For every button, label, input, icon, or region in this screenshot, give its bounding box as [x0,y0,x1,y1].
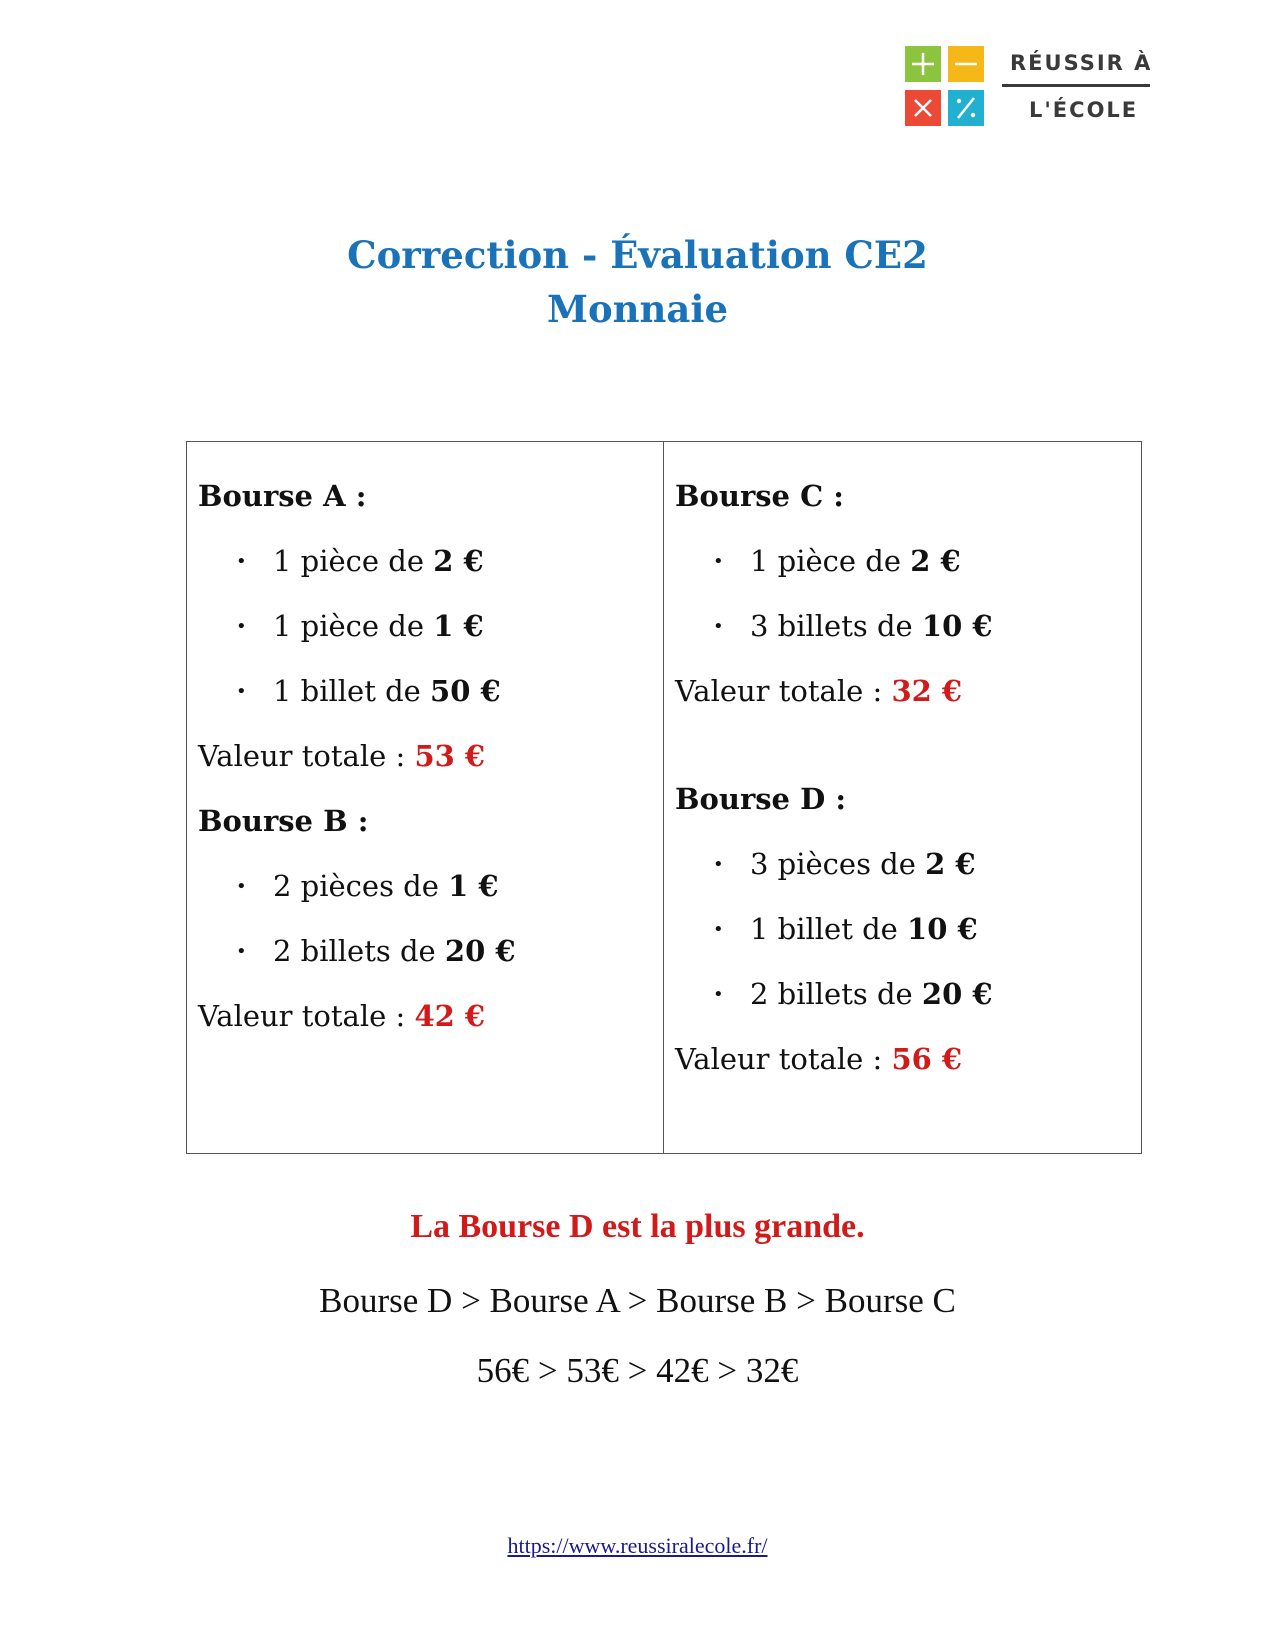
item-value: 1 € [448,869,499,903]
item-text: 2 billets de [750,977,922,1011]
logo-text-bottom: L'ÉCOLE [1029,98,1139,122]
minus-icon [948,46,984,82]
ranking-text: Bourse D > Bourse A > Bourse B > Bourse C [319,1281,956,1320]
purse-total [198,984,516,1049]
item-value: 50 € [430,674,501,708]
item-text: 2 billets de [273,934,445,968]
plus-icon [905,46,941,82]
item-text: 1 pièce de [273,609,434,643]
list-item [675,832,993,897]
item-value: 2 € [925,847,976,881]
item-value: 2 € [910,544,961,578]
list-item [198,919,516,984]
bullet: • [236,876,247,897]
item-text: 3 billets de [750,609,922,643]
item-value: 1 € [433,609,484,643]
item-value: 2 € [433,544,484,578]
purse-b [198,789,516,1049]
times-icon [905,90,941,126]
bullet: • [713,854,724,875]
item-value: 10 € [907,912,978,946]
purse-heading: Bourse A : [198,479,367,513]
title-line-1: Correction - Évaluation CE2 [347,233,928,277]
purse-heading: Bourse B : [198,804,369,838]
item-text: 2 pièces de [273,869,449,903]
total-label: Valeur totale : [198,739,415,773]
bullet: • [713,616,724,637]
list-item [675,529,993,594]
item-text: 1 pièce de [273,544,434,578]
item-value: 20 € [921,977,993,1011]
purse-a [198,464,501,789]
conclusion-text: La Bourse D est la plus grande. [410,1208,865,1245]
bullet: • [713,551,724,572]
logo-divider [1002,84,1150,87]
table-column-right [664,442,1141,1153]
item-text: 1 pièce de [750,544,911,578]
list-item [198,594,501,659]
total-label: Valeur totale : [675,674,892,708]
list-item [198,529,501,594]
item-value: 10 € [921,609,993,643]
bullet: • [236,551,247,572]
logo-text-top: RÉUSSIR À [1010,51,1153,75]
purse-heading: Bourse D : [675,782,847,816]
purse-total [198,724,501,789]
table-column-left [187,442,664,1153]
purse-c [675,464,993,724]
item-text: 1 billet de [750,912,908,946]
item-text: 1 billet de [273,674,431,708]
website-link[interactable]: https://www.reussiralecole.fr/ [507,1533,768,1558]
item-value: 20 € [444,934,516,968]
purse-total [675,1027,993,1092]
total-amount: 56 € [891,1042,963,1076]
site-logo [905,46,1153,128]
total-amount: 32 € [891,674,963,708]
page-title [0,228,1275,336]
percent-icon [948,90,984,126]
bullet: • [713,984,724,1005]
purse-d [675,767,993,1092]
list-item [675,594,993,659]
purse-total [675,659,993,724]
footer [0,1531,1275,1562]
total-amount: 42 € [414,999,486,1033]
bullet: • [713,919,724,940]
list-item [198,659,501,724]
title-line-2: Monnaie [546,287,728,331]
purse-heading: Bourse C : [675,479,844,513]
bullet: • [236,941,247,962]
bullet: • [236,616,247,637]
answer-table [186,441,1142,1154]
total-label: Valeur totale : [198,999,415,1033]
total-amount: 53 € [414,739,486,773]
list-item [675,962,993,1027]
bullet: • [236,681,247,702]
purse-item-list [675,529,993,659]
purse-item-list [198,529,501,724]
list-item [675,897,993,962]
list-item [198,854,516,919]
purse-item-list [675,832,993,1027]
total-label: Valeur totale : [675,1042,892,1076]
ranking-values: 56€ > 53€ > 42€ > 32€ [476,1351,799,1390]
item-text: 3 pièces de [750,847,926,881]
purse-item-list [198,854,516,984]
